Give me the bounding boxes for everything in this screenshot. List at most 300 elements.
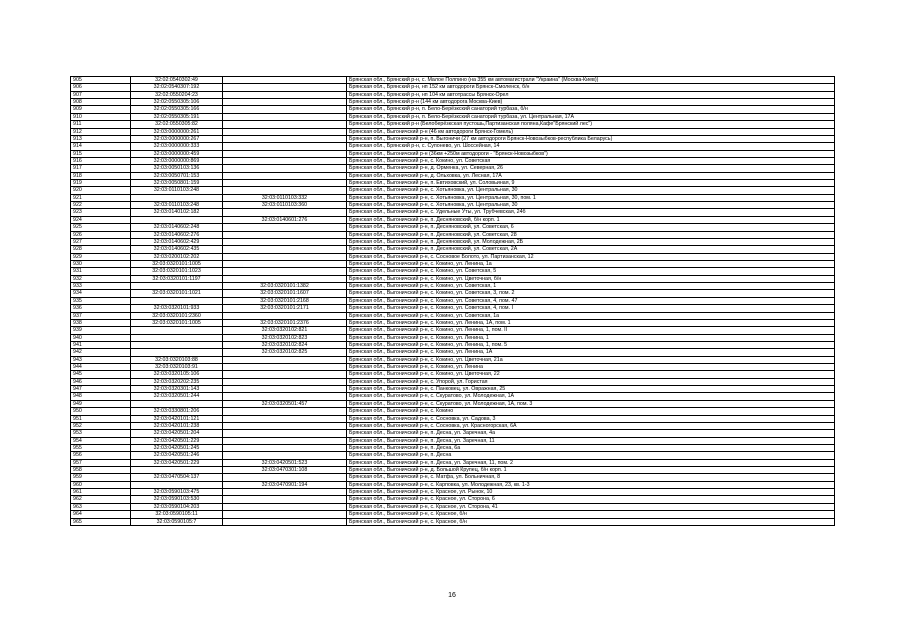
- row-number-cell: 950: [71, 408, 131, 415]
- row-number-cell: 961: [71, 489, 131, 496]
- object-cadastral-number-cell: [223, 444, 347, 451]
- address-cell: Брянская обл., Выгоничский р-н, с. Кокино: [347, 408, 835, 415]
- land-cadastral-number-cell: 32:03:0000000:333: [131, 143, 223, 150]
- table-row: [71, 312, 835, 319]
- object-cadastral-number-cell: 32:03:0420501:523: [223, 459, 347, 466]
- object-cadastral-number-cell: [223, 143, 347, 150]
- row-number-cell: 949: [71, 400, 131, 407]
- address-cell: Брянская обл., Брянский р-н, нп 152 км автодороги Брянск-Смоленск, б/н: [347, 84, 835, 91]
- table-row: [71, 150, 835, 157]
- land-cadastral-number-cell: 32:03:0420101:121: [131, 415, 223, 422]
- row-number-cell: 928: [71, 246, 131, 253]
- address-cell: Брянская обл., Брянский р-н, нп 104 км автотрассы Брянск-Орел: [347, 91, 835, 98]
- row-number-cell: 918: [71, 172, 131, 179]
- row-number-cell: 945: [71, 371, 131, 378]
- row-number-cell: 911: [71, 121, 131, 128]
- object-cadastral-number-cell: 32:03:0110103:360: [223, 202, 347, 209]
- address-cell: Брянская обл., Выгоничский р-н, с. Кокино, ул. Советская, 3, пом. 2: [347, 290, 835, 297]
- object-cadastral-number-cell: [223, 371, 347, 378]
- object-cadastral-number-cell: [223, 503, 347, 510]
- address-cell: Брянская обл., Выгоничский р-н, с. Кокино, ул. Ленина: [347, 364, 835, 371]
- object-cadastral-number-cell: [223, 496, 347, 503]
- land-cadastral-number-cell: 32:03:0590105:11: [131, 511, 223, 518]
- table-row: [71, 224, 835, 231]
- object-cadastral-number-cell: 32:03:0470901:194: [223, 481, 347, 488]
- land-cadastral-number-cell: 32:03:0000000:267: [131, 135, 223, 142]
- table-row: [71, 77, 835, 84]
- page-number: 16: [448, 592, 456, 599]
- object-cadastral-number-cell: [223, 253, 347, 260]
- table-row: [71, 216, 835, 223]
- row-number-cell: 920: [71, 187, 131, 194]
- address-cell: Брянская обл., Выгоничский р-н, с. Хотьяновка, ул. Центральная, 30: [347, 202, 835, 209]
- table-row: [71, 202, 835, 209]
- land-cadastral-number-cell: 32:03:0320105:106: [131, 371, 223, 378]
- row-number-cell: 944: [71, 364, 131, 371]
- row-number-cell: 916: [71, 157, 131, 164]
- address-cell: Брянская обл., Выгоничский р-н, с. Сосновое Болото, ул. Партизанская, 12: [347, 253, 835, 260]
- object-cadastral-number-cell: 32:03:0110103:332: [223, 194, 347, 201]
- table-row: [71, 84, 835, 91]
- table-row: [71, 371, 835, 378]
- table-row: [71, 452, 835, 459]
- table-row: [71, 503, 835, 510]
- object-cadastral-number-cell: [223, 157, 347, 164]
- table-row: [71, 518, 835, 525]
- table-row: [71, 489, 835, 496]
- table-row: [71, 180, 835, 187]
- table-row: [71, 297, 835, 304]
- table-row: [71, 334, 835, 341]
- address-cell: Брянская обл., Выгоничский р-н, с. Кокино, ул. Ленина, 1А, пом. 1: [347, 319, 835, 326]
- land-cadastral-number-cell: 32:03:0420501:245: [131, 444, 223, 451]
- row-number-cell: 947: [71, 386, 131, 393]
- object-cadastral-number-cell: [223, 260, 347, 267]
- table-row: [71, 165, 835, 172]
- land-cadastral-number-cell: 32:02:0550305:82: [131, 121, 223, 128]
- object-cadastral-number-cell: [223, 489, 347, 496]
- object-cadastral-number-cell: [223, 238, 347, 245]
- address-cell: Брянская обл., Выгоничский р-н, с. Кокино, ул. Советская: [347, 157, 835, 164]
- table-row: [71, 135, 835, 142]
- land-cadastral-number-cell: 32:02:0550305:191: [131, 113, 223, 120]
- land-cadastral-number-cell: [131, 481, 223, 488]
- address-cell: Брянская обл., Выгоничский р-н, с. Кокино, ул. Ленина, 1: [347, 334, 835, 341]
- address-cell: Брянская обл., Брянский р-н, п. Бело-Берёзкский санаторий турбаза, ул. Центральная, 17А: [347, 113, 835, 120]
- land-cadastral-number-cell: 32:03:0320202:235: [131, 378, 223, 385]
- row-number-cell: 912: [71, 128, 131, 135]
- land-cadastral-number-cell: [131, 283, 223, 290]
- table-row: [71, 378, 835, 385]
- object-cadastral-number-cell: [223, 312, 347, 319]
- object-cadastral-number-cell: [223, 408, 347, 415]
- row-number-cell: 926: [71, 231, 131, 238]
- object-cadastral-number-cell: [223, 150, 347, 157]
- land-cadastral-number-cell: 32:03:0320101:1021: [131, 290, 223, 297]
- land-cadastral-number-cell: 32:03:0050701:153: [131, 172, 223, 179]
- row-number-cell: 960: [71, 481, 131, 488]
- land-cadastral-number-cell: 32:03:0110103:248: [131, 202, 223, 209]
- land-cadastral-number-cell: 32:03:0140602:429: [131, 238, 223, 245]
- object-cadastral-number-cell: [223, 275, 347, 282]
- table-row: [71, 400, 835, 407]
- land-cadastral-number-cell: 32:03:0590104:203: [131, 503, 223, 510]
- row-number-cell: 905: [71, 77, 131, 84]
- row-number-cell: 951: [71, 415, 131, 422]
- address-cell: Брянская обл., Выгоничский р-н, д. Орменка, ул. Северная, 26: [347, 165, 835, 172]
- address-cell: Брянская обл., Выгоничский р-н, п. Десна, ул. Заречная, 4а: [347, 430, 835, 437]
- land-cadastral-number-cell: 32:02:0540302:49: [131, 77, 223, 84]
- row-number-cell: 959: [71, 474, 131, 481]
- table-row: [71, 283, 835, 290]
- object-cadastral-number-cell: 32:03:0320102:824: [223, 341, 347, 348]
- object-cadastral-number-cell: 32:03:0320102:825: [223, 349, 347, 356]
- object-cadastral-number-cell: 32:03:0320501:457: [223, 400, 347, 407]
- land-cadastral-number-cell: 32:03:0420501:229: [131, 437, 223, 444]
- land-cadastral-number-cell: [131, 400, 223, 407]
- object-cadastral-number-cell: [223, 268, 347, 275]
- land-cadastral-number-cell: 32:03:0590105:7: [131, 518, 223, 525]
- address-cell: Брянская обл., Выгоничский р-н, с. Красное, б/н: [347, 518, 835, 525]
- object-cadastral-number-cell: 32:03:0320101:2168: [223, 297, 347, 304]
- table-row: [71, 128, 835, 135]
- land-cadastral-number-cell: 32:03:0590103:475: [131, 489, 223, 496]
- land-cadastral-number-cell: 32:03:0590103:530: [131, 496, 223, 503]
- address-cell: Брянская обл., Брянский р-н, с. Супонево, ул. Шоссейная, 14: [347, 143, 835, 150]
- address-cell: Брянская обл., Выгоничский р-н, с. Скуратово, ул. Молодежная, 1А: [347, 393, 835, 400]
- object-cadastral-number-cell: [223, 180, 347, 187]
- land-cadastral-number-cell: 32:03:0320101:1005: [131, 319, 223, 326]
- address-cell: Брянская обл., Выгоничский р-н, с. Сосновка, ул. Садова, 3: [347, 415, 835, 422]
- land-cadastral-number-cell: 32:03:0140602:276: [131, 231, 223, 238]
- table-row: [71, 356, 835, 363]
- table-row: [71, 408, 835, 415]
- row-number-cell: 939: [71, 327, 131, 334]
- address-cell: Брянская обл., Выгоничский р-н, с. Кокино, ул. Советская, 1: [347, 283, 835, 290]
- object-cadastral-number-cell: 32:03:0140601:276: [223, 216, 347, 223]
- table-row: [71, 260, 835, 267]
- object-cadastral-number-cell: 32:03:0320102:823: [223, 334, 347, 341]
- row-number-cell: 914: [71, 143, 131, 150]
- table-row: [71, 231, 835, 238]
- land-cadastral-number-cell: 32:03:0000000:261: [131, 128, 223, 135]
- address-cell: Брянская обл., Выгоничский р-н, п. Десна, ул. Заречная, 11, пом. 2: [347, 459, 835, 466]
- land-cadastral-number-cell: 32:03:0420501:246: [131, 452, 223, 459]
- object-cadastral-number-cell: [223, 422, 347, 429]
- table-row: [71, 444, 835, 451]
- row-number-cell: 941: [71, 341, 131, 348]
- object-cadastral-number-cell: [223, 518, 347, 525]
- land-cadastral-number-cell: 32:03:0050801:159: [131, 180, 223, 187]
- row-number-cell: 925: [71, 224, 131, 231]
- land-cadastral-number-cell: 32:03:0200102:202: [131, 253, 223, 260]
- object-cadastral-number-cell: [223, 511, 347, 518]
- object-cadastral-number-cell: [223, 135, 347, 142]
- land-cadastral-number-cell: [131, 297, 223, 304]
- row-number-cell: 924: [71, 216, 131, 223]
- object-cadastral-number-cell: 32:03:0470301:108: [223, 467, 347, 474]
- object-cadastral-number-cell: [223, 113, 347, 120]
- table-row: [71, 415, 835, 422]
- land-cadastral-number-cell: 32:03:0470504:137: [131, 474, 223, 481]
- table-row: [71, 113, 835, 120]
- land-cadastral-number-cell: 32:03:0320501:244: [131, 393, 223, 400]
- table-row: [71, 327, 835, 334]
- row-number-cell: 927: [71, 238, 131, 245]
- object-cadastral-number-cell: [223, 77, 347, 84]
- object-cadastral-number-cell: [223, 84, 347, 91]
- row-number-cell: 919: [71, 180, 131, 187]
- object-cadastral-number-cell: [223, 378, 347, 385]
- address-cell: Брянская обл., Выгоничский р-н, п. Десна, 6а: [347, 444, 835, 451]
- object-cadastral-number-cell: [223, 209, 347, 216]
- row-number-cell: 946: [71, 378, 131, 385]
- address-cell: Брянская обл., Выгоничский р-н, п. Десняновский, ул. Молодежная, 2Б: [347, 238, 835, 245]
- table-row: [71, 364, 835, 371]
- address-cell: Брянская обл., Выгоничский р-н, с. Кокино, ул. Ленина, 1а: [347, 260, 835, 267]
- address-cell: Брянская обл., Выгоничский р-н, с. Панковец, ул. Овражная, 25: [347, 386, 835, 393]
- row-number-cell: 940: [71, 334, 131, 341]
- object-cadastral-number-cell: [223, 231, 347, 238]
- table-row: [71, 194, 835, 201]
- table-row: [71, 172, 835, 179]
- land-cadastral-number-cell: [131, 334, 223, 341]
- row-number-cell: 937: [71, 312, 131, 319]
- address-cell: Брянская обл., Выгоничский р-н, п. Десняновский, ул. Советская, 28: [347, 231, 835, 238]
- land-cadastral-number-cell: 32:02:0550305:106: [131, 99, 223, 106]
- address-cell: Брянская обл., Выгоничский р-н, с. Красное, ул. Сторона, 41: [347, 503, 835, 510]
- table-row: [71, 341, 835, 348]
- object-cadastral-number-cell: [223, 91, 347, 98]
- object-cadastral-number-cell: [223, 128, 347, 135]
- address-cell: Брянская обл., Выгоничский р-н, с. Скуратово, ул. Молодежная, 1А, пом. 3: [347, 400, 835, 407]
- address-cell: Брянская обл., Выгоничский р-н, с. Кокино, ул. Советская, 4, пом. I: [347, 305, 835, 312]
- row-number-cell: 935: [71, 297, 131, 304]
- address-cell: Брянская обл., Выгоничский р-н, с. Красное, ул. Рынок, 10: [347, 489, 835, 496]
- land-cadastral-number-cell: 32:03:0330801:206: [131, 408, 223, 415]
- row-number-cell: 932: [71, 275, 131, 282]
- land-cadastral-number-cell: 32:03:0320101:1197: [131, 275, 223, 282]
- row-number-cell: 943: [71, 356, 131, 363]
- table-row: [71, 91, 835, 98]
- land-cadastral-number-cell: [131, 349, 223, 356]
- object-cadastral-number-cell: [223, 364, 347, 371]
- address-cell: Брянская обл., Выгоничский р-н, п. Десняновский, ул. Советская, 6: [347, 224, 835, 231]
- row-number-cell: 907: [71, 91, 131, 98]
- row-number-cell: 906: [71, 84, 131, 91]
- address-cell: Брянская обл., Выгоничский р-н, д. Ольховка, ул. Лесная, 17А: [347, 172, 835, 179]
- land-cadastral-number-cell: 32:03:0320101:2360: [131, 312, 223, 319]
- row-number-cell: 910: [71, 113, 131, 120]
- address-cell: Брянская обл., Выгоничский р-н, с. Упорой, ул. Гористая: [347, 378, 835, 385]
- address-cell: Брянская обл., Брянский р-н, с. Малое Полпино (на 355 км автомагистрали "Украина" (Москва-Киев)): [347, 77, 835, 84]
- address-cell: Брянская обл., Выгоничский р-н, п. Выгоничи (27 км автодороги Брянск-Новозыбков-республика Беларусь): [347, 135, 835, 142]
- address-cell: Брянская обл., Выгоничский р-н, с. Кокино, ул. Ленина, 1, пом. II: [347, 327, 835, 334]
- table-row: [71, 481, 835, 488]
- row-number-cell: 913: [71, 135, 131, 142]
- row-number-cell: 955: [71, 444, 131, 451]
- cadastral-table-body: [71, 77, 835, 526]
- row-number-cell: 909: [71, 106, 131, 113]
- land-cadastral-number-cell: 32:03:0000000:459: [131, 150, 223, 157]
- row-number-cell: 948: [71, 393, 131, 400]
- row-number-cell: 957: [71, 459, 131, 466]
- row-number-cell: 936: [71, 305, 131, 312]
- table-row: [71, 157, 835, 164]
- land-cadastral-number-cell: 32:03:0420501:229: [131, 459, 223, 466]
- address-cell: Брянская обл., Выгоничский р-н, п. Евтиховский, ул. Соловьиная, 9: [347, 180, 835, 187]
- row-number-cell: 930: [71, 260, 131, 267]
- address-cell: Брянская обл., Выгоничский р-н, с. Кокино, ул. Цветочная, 22: [347, 371, 835, 378]
- table-row: [71, 106, 835, 113]
- row-number-cell: 942: [71, 349, 131, 356]
- table-row: [71, 511, 835, 518]
- land-cadastral-number-cell: 32:03:0320301:143: [131, 386, 223, 393]
- land-cadastral-number-cell: [131, 327, 223, 334]
- land-cadastral-number-cell: 32:03:0420501:204: [131, 430, 223, 437]
- land-cadastral-number-cell: 32:03:0320103:88: [131, 356, 223, 363]
- object-cadastral-number-cell: [223, 452, 347, 459]
- table-row: [71, 253, 835, 260]
- land-cadastral-number-cell: 32:03:0140102:182: [131, 209, 223, 216]
- land-cadastral-number-cell: 32:03:0140602:435: [131, 246, 223, 253]
- address-cell: Брянская обл., Выгоничский р-н (36км +250м автодороги - "Брянск-Новозыбков"): [347, 150, 835, 157]
- row-number-cell: 929: [71, 253, 131, 260]
- address-cell: Брянская обл., Выгоничский р-н, п. Десняновский, ул. Советская, 2А: [347, 246, 835, 253]
- row-number-cell: 953: [71, 430, 131, 437]
- table-row: [71, 121, 835, 128]
- address-cell: Брянская обл., Выгоничский р-н, с. Кокино, ул. Советская, 4, пом. 47: [347, 297, 835, 304]
- land-cadastral-number-cell: 32:03:0320103:91: [131, 364, 223, 371]
- table-row: [71, 430, 835, 437]
- land-cadastral-number-cell: 32:02:0550204:23: [131, 91, 223, 98]
- table-row: [71, 437, 835, 444]
- table-row: [71, 459, 835, 466]
- object-cadastral-number-cell: [223, 356, 347, 363]
- object-cadastral-number-cell: [223, 246, 347, 253]
- table-row: [71, 290, 835, 297]
- land-cadastral-number-cell: 32:03:0320101:1005: [131, 260, 223, 267]
- table-row: [71, 268, 835, 275]
- row-number-cell: 952: [71, 422, 131, 429]
- address-cell: Брянская обл., Выгоничский р-н, п. Десняновский, б/н корп. 1: [347, 216, 835, 223]
- table-row: [71, 319, 835, 326]
- table-row: [71, 99, 835, 106]
- table-row: [71, 143, 835, 150]
- table-row: [71, 305, 835, 312]
- address-cell: Брянская обл., Выгоничский р-н, с. Удельные Уты, ул. Трубчевская, 24б: [347, 209, 835, 216]
- address-cell: Брянская обл., Выгоничский р-н, с. Кокино, ул. Цветочная, б/н: [347, 275, 835, 282]
- object-cadastral-number-cell: [223, 172, 347, 179]
- table-row: [71, 467, 835, 474]
- row-number-cell: 962: [71, 496, 131, 503]
- table-row: [71, 386, 835, 393]
- object-cadastral-number-cell: [223, 386, 347, 393]
- table-row: [71, 474, 835, 481]
- row-number-cell: 954: [71, 437, 131, 444]
- object-cadastral-number-cell: [223, 430, 347, 437]
- address-cell: Брянская обл., Выгоничский р-н, с. Кокино, ул. Советская, 5: [347, 268, 835, 275]
- object-cadastral-number-cell: [223, 106, 347, 113]
- address-cell: Брянская обл., Выгоничский р-н, с. Карповка, ул. Молодежная, 23, кв. 1-3: [347, 481, 835, 488]
- land-cadastral-number-cell: [131, 467, 223, 474]
- row-number-cell: 958: [71, 467, 131, 474]
- address-cell: Брянская обл., Выгоничский р-н, с. Кокино, ул. Ленина, 1А: [347, 349, 835, 356]
- row-number-cell: 931: [71, 268, 131, 275]
- address-cell: Брянская обл., Выгоничский р-н, с. Кокино, ул. Советская, 1а: [347, 312, 835, 319]
- row-number-cell: 908: [71, 99, 131, 106]
- address-cell: Брянская обл., Выгоничский р-н, с. Матфа, ул. Больничная, 8: [347, 474, 835, 481]
- object-cadastral-number-cell: [223, 99, 347, 106]
- table-row: [71, 246, 835, 253]
- address-cell: Брянская обл., Выгоничский р-н (46 км автодороги Брянск-Гомель): [347, 128, 835, 135]
- address-cell: Брянская обл., Выгоничский р-н, с. Хотьяновка, ул. Центральная, 30: [347, 187, 835, 194]
- address-cell: Брянская обл., Брянский р-н, п. Бело-Берёзкский санаторий турбаза, б/н: [347, 106, 835, 113]
- object-cadastral-number-cell: [223, 415, 347, 422]
- object-cadastral-number-cell: 32:03:0320101:1607: [223, 290, 347, 297]
- table-row: [71, 349, 835, 356]
- table-row: [71, 393, 835, 400]
- object-cadastral-number-cell: [223, 474, 347, 481]
- address-cell: Брянская обл., Выгоничский р-н, с. Кокино, ул. Цветочная, 21а: [347, 356, 835, 363]
- row-number-cell: 922: [71, 202, 131, 209]
- row-number-cell: 956: [71, 452, 131, 459]
- land-cadastral-number-cell: 32:02:0540307:192: [131, 84, 223, 91]
- address-cell: Брянская обл., Выгоничский р-н, с. Красное, ул. Сторона, 6: [347, 496, 835, 503]
- table-row: [71, 422, 835, 429]
- object-cadastral-number-cell: [223, 437, 347, 444]
- land-cadastral-number-cell: [131, 341, 223, 348]
- land-cadastral-number-cell: 32:03:0420101:238: [131, 422, 223, 429]
- object-cadastral-number-cell: [223, 165, 347, 172]
- address-cell: Брянская обл., Выгоничский р-н, п. Десна, ул. Заречная, 11: [347, 437, 835, 444]
- address-cell: Брянская обл., Брянский р-н (144 км автодорога Москва-Киев): [347, 99, 835, 106]
- land-cadastral-number-cell: 32:02:0550305:166: [131, 106, 223, 113]
- row-number-cell: 933: [71, 283, 131, 290]
- land-cadastral-number-cell: 32:03:0050103:136: [131, 165, 223, 172]
- row-number-cell: 917: [71, 165, 131, 172]
- object-cadastral-number-cell: [223, 187, 347, 194]
- table-row: [71, 275, 835, 282]
- address-cell: Брянская обл., Выгоничский р-н, с. Хотьяновка, ул. Центральная, 30, пом. 1: [347, 194, 835, 201]
- address-cell: Брянская обл., Выгоничский р-н, с. Сосновка, ул. Красногорская, 6А: [347, 422, 835, 429]
- table-row: [71, 209, 835, 216]
- object-cadastral-number-cell: [223, 121, 347, 128]
- table-row: [71, 496, 835, 503]
- land-cadastral-number-cell: 32:03:0000000:869: [131, 157, 223, 164]
- row-number-cell: 963: [71, 503, 131, 510]
- row-number-cell: 964: [71, 511, 131, 518]
- object-cadastral-number-cell: 32:03:0320101:2171: [223, 305, 347, 312]
- land-cadastral-number-cell: 32:03:0320101:933: [131, 305, 223, 312]
- address-cell: Брянская обл., Выгоничский р-н, с. Кокино, ул. Ленина, 1, пом. 5: [347, 341, 835, 348]
- object-cadastral-number-cell: [223, 224, 347, 231]
- address-cell: Брянская обл., Выгоничский р-н, п. Десна: [347, 452, 835, 459]
- row-number-cell: 938: [71, 319, 131, 326]
- land-cadastral-number-cell: 32:03:0110103:248: [131, 187, 223, 194]
- cadastral-table: [70, 76, 835, 526]
- address-cell: Брянская обл., Выгоничский р-н, д. Большой Крупец, б/н корп. 1: [347, 467, 835, 474]
- land-cadastral-number-cell: 32:03:0320101:1023: [131, 268, 223, 275]
- table-row: [71, 187, 835, 194]
- land-cadastral-number-cell: 32:03:0140602:248: [131, 224, 223, 231]
- address-cell: Брянская обл., Брянский р-н (Белоберёзкская пустошь,Партизанская поляна,Кафе"Брянский лес"): [347, 121, 835, 128]
- object-cadastral-number-cell: 32:03:0320101:2376: [223, 319, 347, 326]
- table-row: [71, 238, 835, 245]
- address-cell: Брянская обл., Выгоничский р-н, с. Красное, б/н: [347, 511, 835, 518]
- object-cadastral-number-cell: 32:03:0320102:821: [223, 327, 347, 334]
- row-number-cell: 915: [71, 150, 131, 157]
